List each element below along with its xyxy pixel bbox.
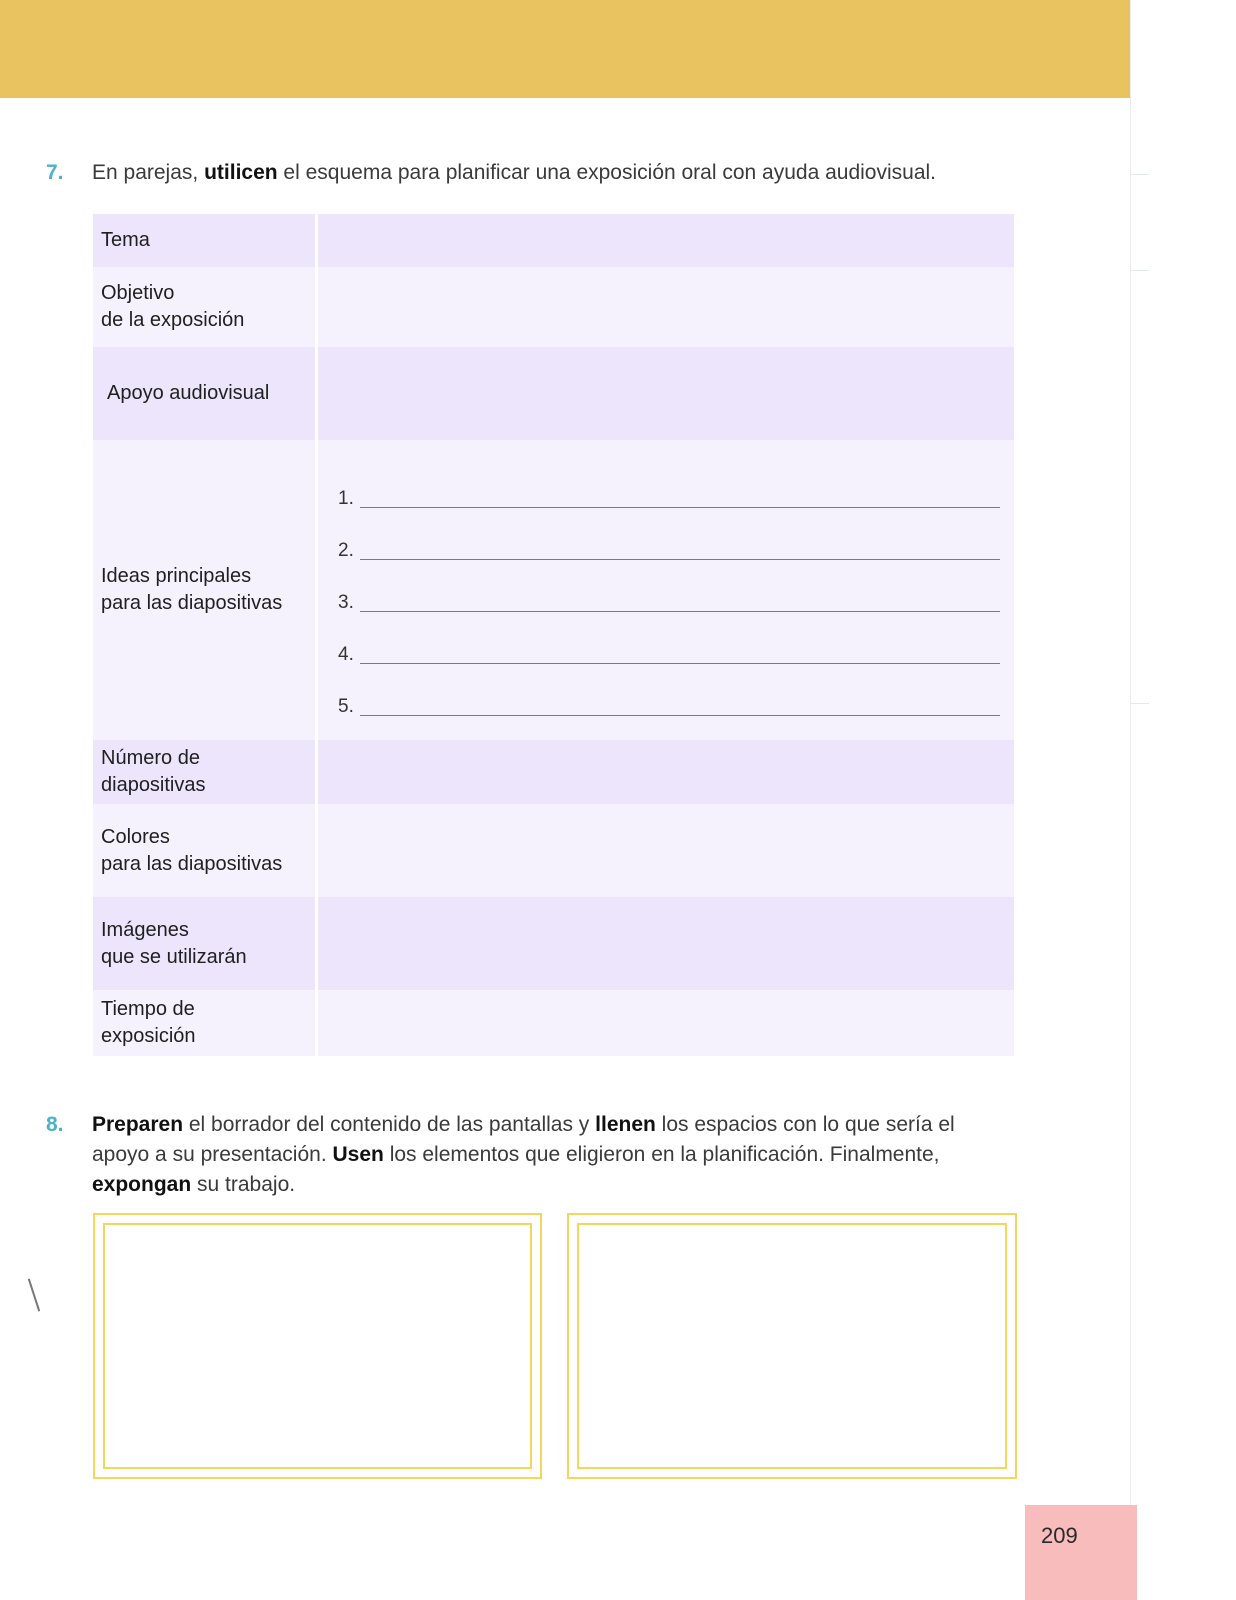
edge-tick: [1131, 174, 1149, 175]
planning-table: [93, 214, 1014, 1056]
label-objetivo: Objetivo de la exposición: [93, 267, 318, 347]
label-colores: Colores para las diapositivas: [93, 804, 318, 897]
field-apoyo[interactable]: [318, 347, 1014, 440]
label-tema: Tema: [93, 214, 318, 267]
field-numero[interactable]: [318, 740, 1014, 804]
slide-draft-box-2[interactable]: [567, 1213, 1017, 1479]
slide-draft-inner-border: [577, 1223, 1007, 1469]
row-imagenes: [93, 897, 1014, 990]
ideas-list: [318, 440, 1014, 740]
idea-line-1[interactable]: 1.: [328, 460, 1000, 512]
idea-line-2[interactable]: 2.: [328, 512, 1000, 564]
header-band: [0, 0, 1130, 98]
answer-line: [360, 507, 1000, 508]
answer-line: [360, 663, 1000, 664]
answer-line: [360, 715, 1000, 716]
idea-line-5[interactable]: 5.: [328, 668, 1000, 720]
label-ideas: Ideas principales para las diapositivas: [93, 440, 318, 740]
slide-draft-box-1[interactable]: [93, 1213, 542, 1479]
page-number: 209: [1041, 1523, 1078, 1548]
activity-8-instructions: Preparen el borrador del contenido de las pantallas y llenen los espacios con lo que sería el apoyo a su presentación. Usen los elementos que eligieron en la planificación. Finalmente, expongan su trabajo.: [92, 1113, 955, 1196]
row-ideas: [93, 440, 1014, 740]
row-objetivo: [93, 267, 1014, 347]
answer-line: [360, 611, 1000, 612]
activity-7-instructions: En parejas, utilicen el esquema para planificar una exposición oral con ayuda audiovisual.: [92, 161, 937, 184]
row-tema: [93, 214, 1014, 267]
page-number-tab: [1025, 1505, 1137, 1600]
field-objetivo[interactable]: [318, 267, 1014, 347]
label-imagenes: Imágenes que se utilizarán: [93, 897, 318, 990]
edge-tick: [1131, 703, 1149, 704]
field-imagenes[interactable]: [318, 897, 1014, 990]
answer-line: [360, 559, 1000, 560]
idea-line-3[interactable]: 3.: [328, 564, 1000, 616]
field-tiempo[interactable]: [318, 990, 1014, 1056]
field-colores[interactable]: [318, 804, 1014, 897]
page-edge: [1130, 0, 1236, 1600]
pencil-mark: [28, 1279, 40, 1312]
activity-7-number: 7.: [46, 161, 64, 184]
idea-line-4[interactable]: 4.: [328, 616, 1000, 668]
edge-tick: [1131, 270, 1149, 271]
row-numero: [93, 740, 1014, 804]
row-colores: [93, 804, 1014, 897]
row-tiempo: [93, 990, 1014, 1056]
field-tema[interactable]: [318, 214, 1014, 267]
row-apoyo: [93, 347, 1014, 440]
label-numero: Número de diapositivas: [93, 740, 318, 804]
slide-draft-inner-border: [103, 1223, 532, 1469]
label-tiempo: Tiempo de exposición: [93, 990, 318, 1056]
label-apoyo: Apoyo audiovisual: [93, 347, 318, 440]
activity-8-number: 8.: [46, 1113, 64, 1136]
